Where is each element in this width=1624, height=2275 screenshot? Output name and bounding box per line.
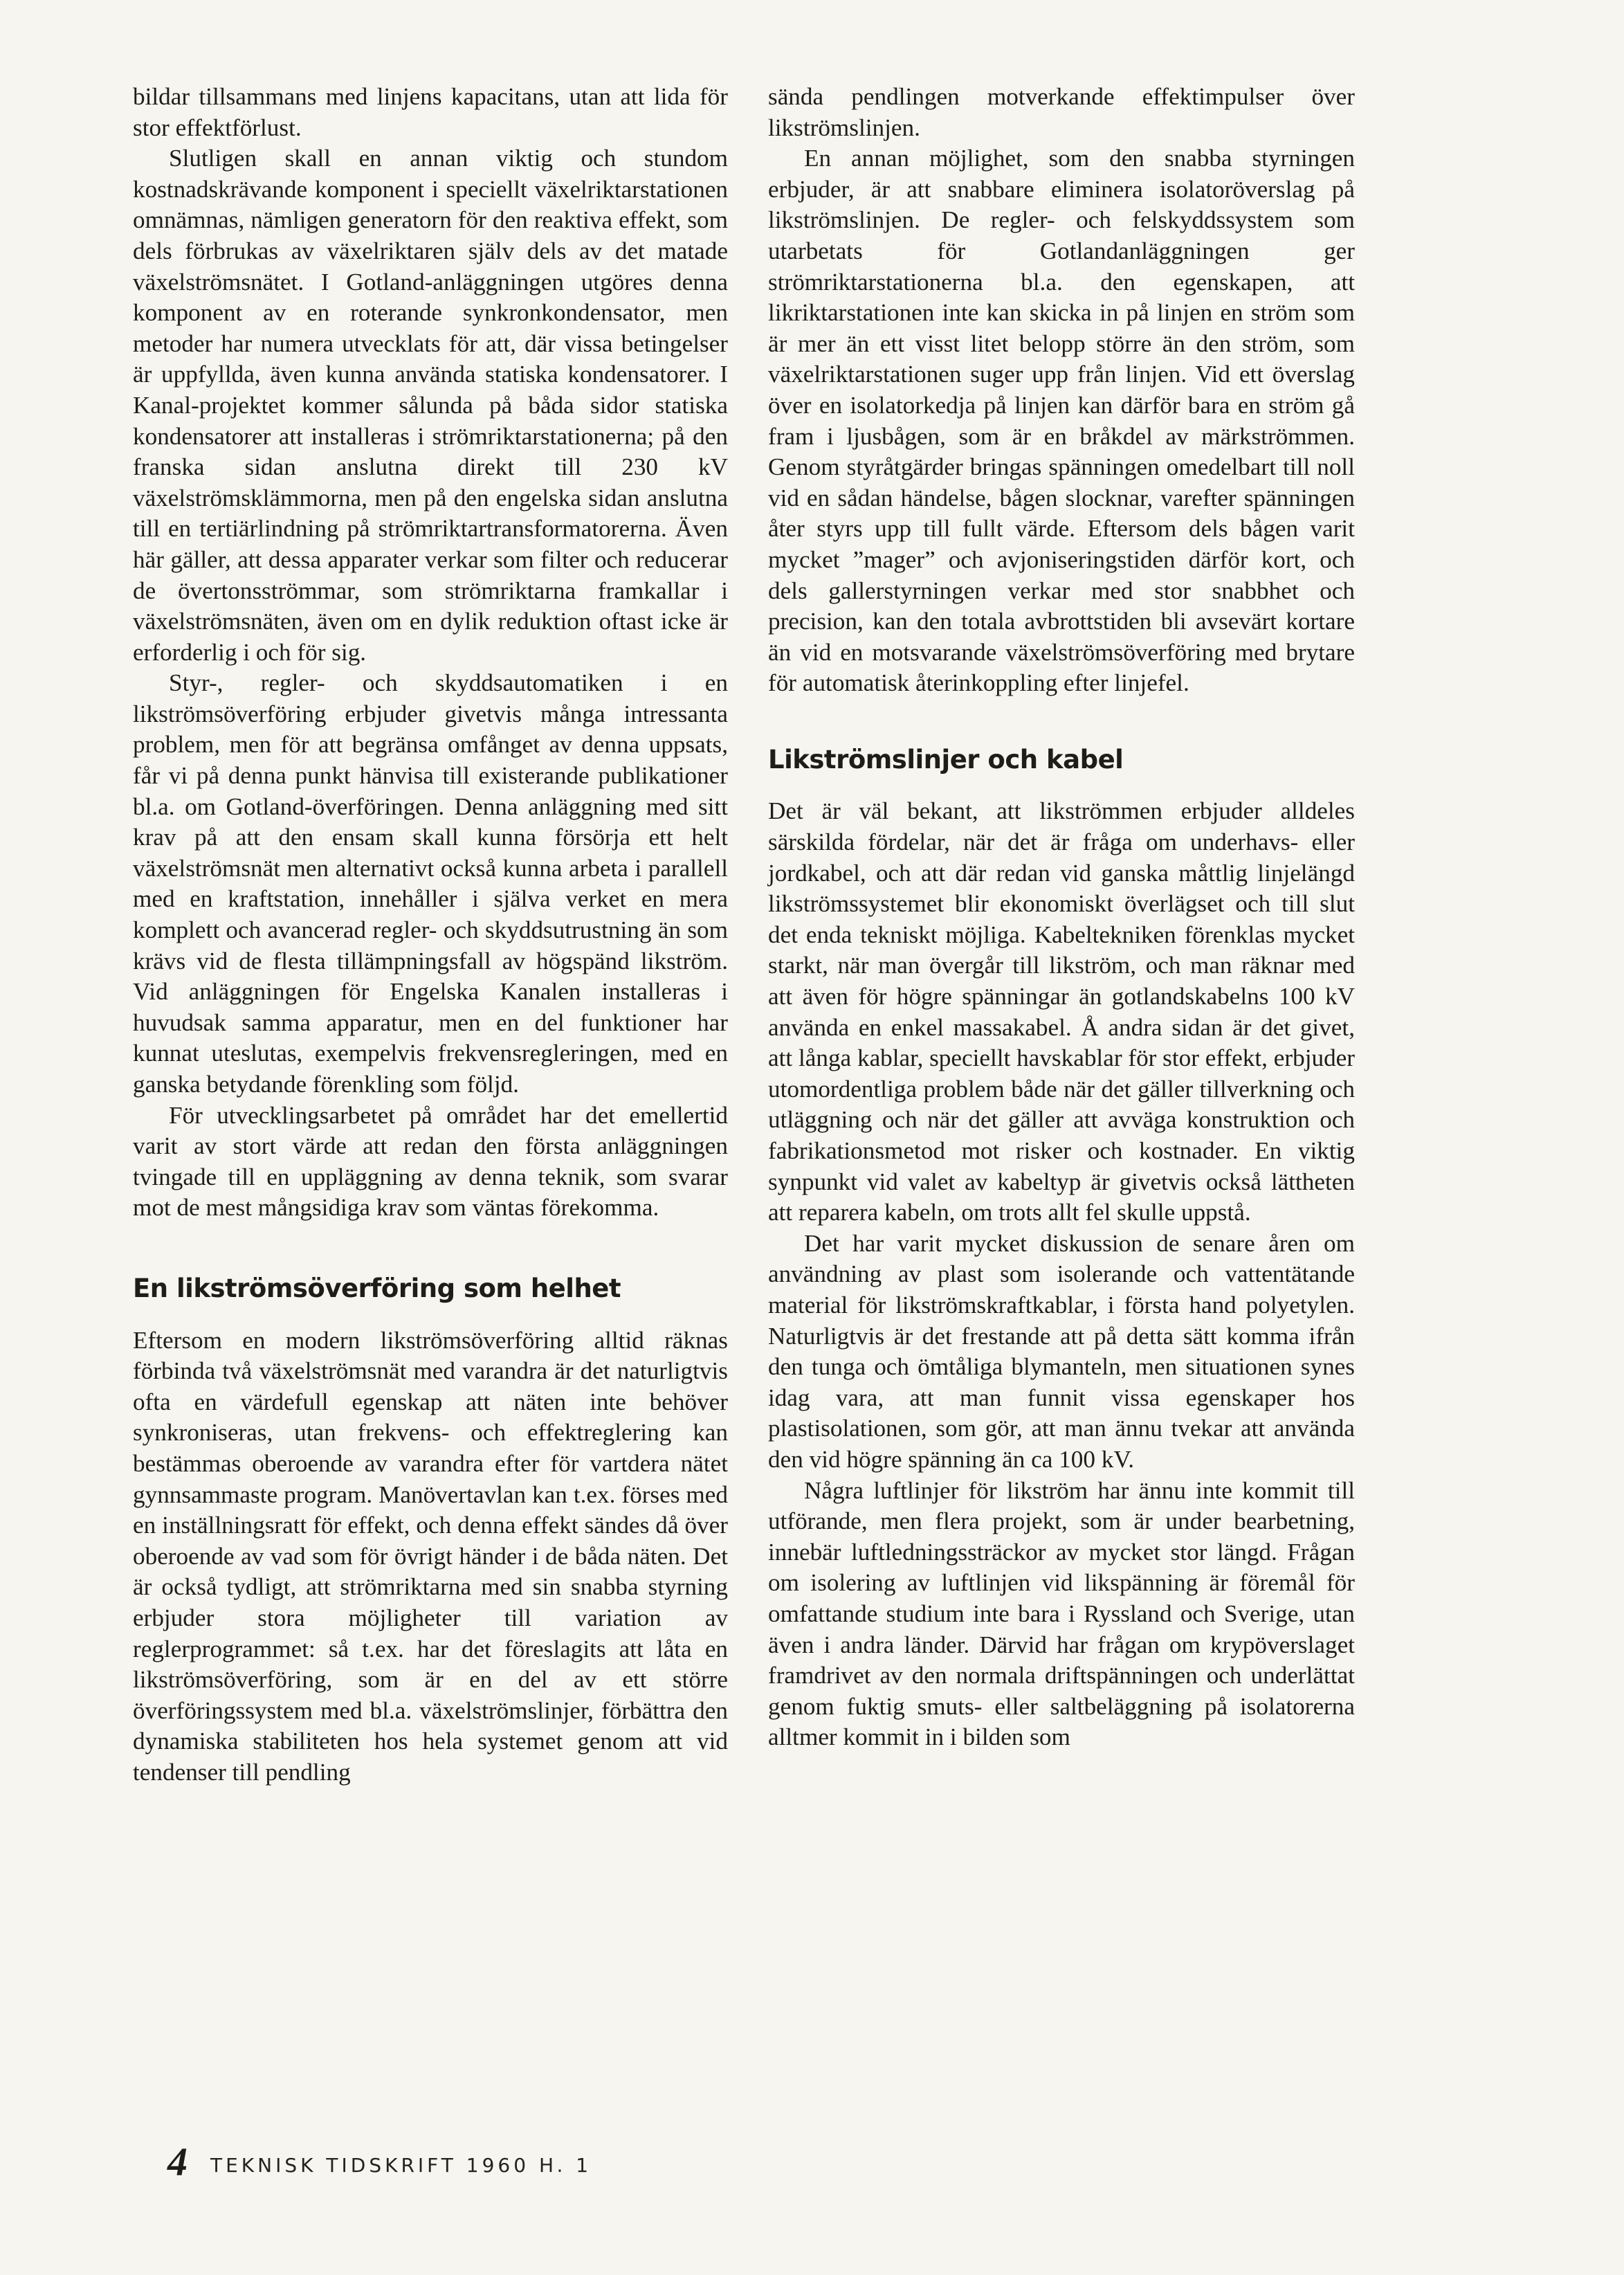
section-heading: En likströmsöverföring som helhet	[133, 1273, 621, 1303]
body-paragraph: En annan möjlighet, som den snabba styrningen erbjuder, är att snabbare eliminera isolatoröverslag på likströmslinjen. De regler- och felskyddssystem som utarbetats för Gotlandanläggningen ger strömriktarstationerna bl.a. den egenskapen, att likriktarstationen inte kan skicka in på linjen en ström som är mer än ett visst litet belopp större än den ström, som växelriktarstationen suger upp från linjen. Vid ett överslag över en isolatorkedja på linjen kan därför bara en ström gå fram i ljusbågen, som är en bråkdel av märkströmmen. Genom styråtgärder bringas spänningen omedelbart till noll vid en sådan händelse, bågen slocknar, varefter spänningen åter styrs upp till fullt värde. Eftersom dels bågen varit mycket ”mager” och avjoniseringstiden därför kort, och dels gallerstyrningen verkar med stor snabbhet och precision, kan den totala avbrottstiden bli avsevärt kortare än vid en motsvarande växelströmsöverföring med brytare för automatisk återinkoppling efter linjefel.	[768, 145, 1355, 697]
body-paragraph: Det är väl bekant, att likströmmen erbjuder alldeles särskilda fördelar, när det är fråga om underhavs- eller jordkabel, och att där redan vid ganska måttlig linjelängd likströmssystemet blir ekonomiskt överlägset och till slut det enda tekniskt möjliga. Kabeltekniken förenklas mycket starkt, när man övergår till likström, och man räknar med att även för högre spänningar än gotlandskabelns 100 kV använda en enkel massakabel. Å andra sidan är det givet, att långa kablar, speciellt havskablar för stor effekt, erbjuder utomordentliga problem både när det gäller tillverkning och utläggning och när det gäller att avväga konstruktion och fabrikationsmetod mot risker och kostnader. En viktig synpunkt vid valet av kabeltyp är givetvis också lättheten att reparera kabeln, om trots allt fel skulle uppstå.	[768, 797, 1355, 1226]
body-paragraph: Styr-, regler- och skyddsautomatiken i en likströmsöverföring erbjuder givetvis många intressanta problem, men för att begränsa omfånget av denna uppsats, får vi på denna punkt hänvisa till existerande publikationer bl.a. om Gotland-överföringen. Denna anläggning med sitt krav på att den ensam skall kunna försörja ett helt växelströmsnät men alternativt också kunna arbeta i parallell med en kraftstation, innehåller i själva verket en mera komplett och avancerad regler- och skyddsutrustning än som krävs vid de flesta tillämpningsfall av högspänd likström. Vid anläggningen för Engelska Kanalen installeras i huvudsak samma apparatur, men en del funktioner har kunnat uteslutas, exempelvis frekvensregleringen, med en ganska betydande förenkling som följd.	[133, 669, 728, 1098]
body-paragraph: För utvecklingsarbetet på området har det emellertid varit av stort värde att redan den första anläggningen tvingade till en uppläggning av denna teknik, som svarar mot de mest mångsidiga krav som väntas förekomma.	[133, 1101, 728, 1222]
body-paragraph: Det har varit mycket diskussion de senare åren om användning av plast som isolerande och vattentätande material för likströmskraftkablar, i första hand polyetylen. Naturligtvis är det frestande att på detta sätt komma ifrån den tunga och ömtåliga blymanteln, men situationen synes idag vara, att man funnit vissa egenskaper hos plastisolationen, som gör, att man ännu tvekar att använda den vid högre spänning än ca 100 kV.	[768, 1229, 1355, 1473]
body-paragraph: bildar tillsammans med linjens kapacitans, utan att lida för stor effektförlust.	[133, 83, 728, 141]
right-column	[768, 82, 1355, 1753]
left-column	[133, 82, 728, 1788]
publication-footer: TEKNISK TIDSKRIFT 1960 H. 1	[210, 2154, 592, 2177]
body-paragraph: sända pendlingen motverkande effektimpulser över likströmslinjen.	[768, 83, 1355, 141]
body-paragraph: Slutligen skall en annan viktig och stundom kostnadskrävande komponent i speciellt växelriktarstationen omnämnas, nämligen generatorn för den reaktiva effekt, som dels förbrukas av växelriktaren själv dels av det matade växelströmsnätet. I Gotland-anläggningen utgöres denna komponent av en roterande synkronkondensator, men metoder har numera utvecklats för att, där vissa betingelser är uppfyllda, även kunna använda statiska kondensatorer. I Kanal-projektet kommer sålunda på båda sidor statiska kondensatorer att installeras i strömriktarstationerna; på den franska sidan anslutna direkt till 230 kV växelströmsklämmorna, men på den engelska sidan anslutna till en tertiärlindning på strömriktartransformatorerna. Även här gäller, att dessa apparater verkar som filter och reducerar de övertonsströmmar, som strömriktarna framkallar i växelströmsnäten, även om en dylik reduktion oftast icke är erforderlig i och för sig.	[133, 145, 728, 666]
section-heading: Likströmslinjer och kabel	[768, 744, 1124, 774]
body-paragraph: Några luftlinjer för likström har ännu inte kommit till utförande, men flera projekt, som är under bearbetning, innebär luftledningssträckor av mycket stor längd. Frågan om isolering av luftlinjen vid likspänning är föremål för omfattande studium inte bara i Ryssland och Sverige, utan även i andra länder. Därvid har frågan om krypöverslaget framdrivet av den normala driftspänningen och underlättat genom fuktig smuts- eller saltbeläggning på isolatorerna alltmer kommit in i bilden som	[768, 1476, 1355, 1751]
page-number: 4	[167, 2139, 188, 2184]
body-paragraph: Eftersom en modern likströmsöverföring alltid räknas förbinda två växelströmsnät med varandra är det naturligtvis ofta en värdefull egenskap att näten inte behöver synkroniseras, utan frekvens- och effektreglering kan bestämmas oberoende av varandra efter för vartdera nätet gynnsammaste program. Manövertavlan kan t.ex. förses med en inställningsratt för effekt, och denna effekt sändes då över oberoende av vad som för övrigt händer i de båda näten. Det är också tydligt, att strömriktarna med sin snabba styrning erbjuder stora möjligheter till variation av reglerprogrammet: så t.ex. har det föreslagits att låta en likströmsöverföring, som är en del av ett större överföringssystem med bl.a. växelströmslinjer, förbättra den dynamiska stabiliteten hos hela systemet genom att vid tendenser till pendling	[133, 1326, 728, 1786]
